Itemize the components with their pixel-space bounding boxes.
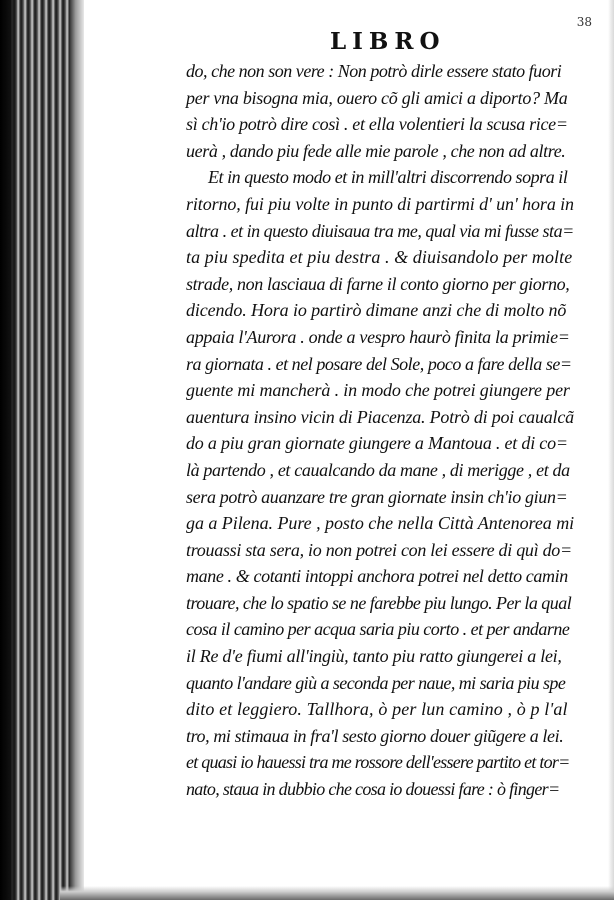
book-gutter: [0, 0, 74, 900]
running-title: LIBRO: [330, 28, 446, 55]
text-line: Et in questo modo et in mill'altri discorrendo sopra il: [208, 167, 568, 188]
text-line: strade, non lasciaua di farne il conto giorno per giorno,: [186, 273, 570, 294]
text-line: do a piu gran giornate giungere a Mantoua . et di co=: [186, 433, 568, 454]
text-line: dicendo. Hora io partirò dimane anzi che di molto nõ: [186, 300, 567, 321]
text-line: trouare, che lo spatio se ne farebbe piu lungo. Per la qual: [186, 592, 572, 613]
page-bottom-shadow: [60, 886, 614, 900]
text-line: là partendo , et caualcando da mane , di merigge , et da: [186, 459, 570, 480]
text-line: ritorno, fui piu volte in punto di partirmi d' un' hora in: [186, 193, 574, 214]
page-mark: 38: [576, 15, 592, 29]
text-line: ra giornata . et nel posare del Sole, poco a fare della se=: [186, 353, 572, 374]
text-line: tro, mi stimaua in fra'l sesto giorno douer giũgere a lei.: [186, 725, 564, 746]
text-line: nato, staua in dubbio che cosa io douessi fare : ò finger=: [186, 779, 560, 800]
body-text: [186, 58, 586, 803]
text-line: guente mi mancherà . in modo che potrei giungere per: [186, 380, 570, 401]
text-line: sì ch'io potrò dire così . et ella volentieri la scusa rice=: [186, 114, 568, 135]
text-line: per vna bisogna mia, ouero cõ gli amici a diporto? Ma: [186, 87, 568, 108]
text-line: mane . & cotanti intoppi anchora potrei nel detto camin: [186, 566, 568, 587]
text-line: quanto l'andare giù a seconda per naue, mi saria piu spe: [186, 672, 566, 693]
text-line: et quasi io hauessi tra me rossore dell'essere partito et tor=: [186, 752, 570, 773]
text-line: altra . et in questo diuisaua tra me, qual via mi fusse sta=: [186, 220, 574, 241]
text-line: dito et leggiero. Tallhora, ò per lun camino , ò p l'al: [186, 699, 568, 720]
text-line: uerà , dando piu fede alle mie parole , che non ad altre.: [186, 140, 566, 161]
text-line: do, che non son vere : Non potrò dirle essere stato fuori: [186, 61, 562, 81]
text-line: cosa il camino per acqua saria piu corto . et per andarne: [186, 619, 570, 640]
text-line: sera potrò auanzare tre gran giornate insin ch'io giun=: [186, 486, 568, 507]
text-line: ga a Pilena. Pure , posto che nella Città Antenorea mi: [186, 513, 575, 534]
text-line: appaia l'Aurora . onde a vespro haurò finita la primie=: [186, 326, 570, 347]
text-line: auentura insino vicin di Piacenza. Potrò di poi caualcã: [186, 406, 574, 427]
page-edge-shade: [608, 0, 614, 900]
text-line: ta piu spedita et piu destra . & diuisandolo per molte: [186, 247, 573, 268]
text-line: trouassi sta sera, io non potrei con lei essere di quì do=: [186, 539, 572, 560]
text-line: il Re d'e fiumi all'ingiù, tanto piu ratto giungerei a lei,: [186, 646, 562, 667]
